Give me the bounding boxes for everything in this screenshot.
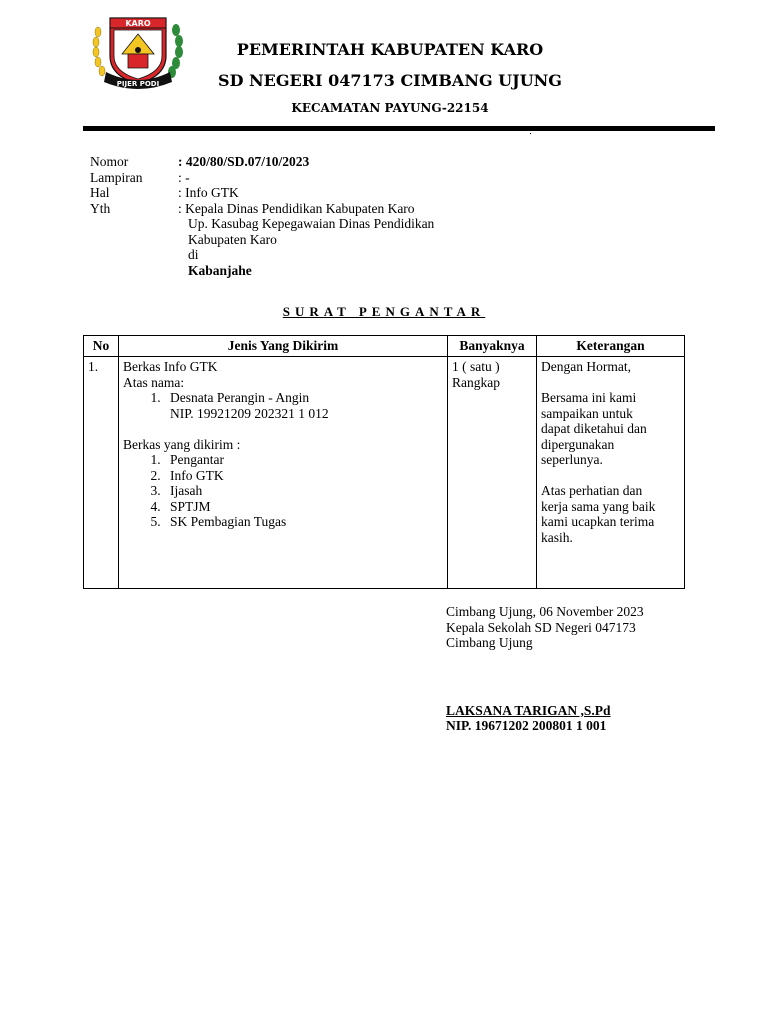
signer-name: LAKSANA TARIGAN ,S.Pd — [446, 702, 611, 718]
jenis-cell — [119, 357, 447, 532]
signature-block — [446, 604, 644, 734]
hal-value: : Info GTK — [178, 185, 239, 200]
banyak-line-1: 1 ( satu ) — [452, 359, 500, 374]
yth-line-4: di — [188, 247, 199, 262]
nip-line: NIP. 19921209 202321 1 012 — [170, 405, 329, 421]
files-list — [123, 452, 443, 530]
hal-label: Hal — [90, 185, 110, 200]
items-table — [83, 335, 685, 589]
ket-para-1-line: Bersama ini kami — [541, 390, 637, 405]
dikirim-label: Berkas yang dikirim : — [123, 436, 241, 452]
ket-para-2-line: Atas perhatian dan — [541, 483, 643, 498]
list-item: 2. Info GTK — [164, 468, 443, 484]
names-list — [123, 390, 443, 406]
lampiran-label: Lampiran — [90, 169, 143, 185]
place-date: Cimbang Ujung, 06 November 2023 — [446, 604, 644, 619]
ket-para-1-line: dapat diketahui dan — [541, 421, 647, 436]
banyak-line-2: Rangkap — [452, 374, 500, 390]
jenis-line-1: Berkas Info GTK — [123, 359, 218, 374]
list-item: 1. Desnata Perangin - Angin — [164, 390, 443, 406]
logo-top-text: KARO — [125, 19, 151, 28]
yth-line-2: Up. Kasubag Kepegawaian Dinas Pendidikan — [188, 216, 435, 231]
ket-para-1-line: seperlunya. — [541, 452, 603, 467]
stray-dot — [530, 133, 531, 134]
karo-regency-logo — [88, 10, 188, 92]
header-jenis: Jenis Yang Dikirim — [119, 336, 448, 357]
signer-nip: NIP. 19671202 200801 1 001 — [446, 718, 607, 733]
table-header-row — [84, 336, 685, 357]
yth-line-3: Kabupaten Karo — [188, 231, 277, 247]
nomor-value: : 420/80/SD.07/10/2023 — [178, 154, 310, 169]
list-item: 4. SPTJM — [164, 499, 443, 515]
header-government: PEMERINTAH KABUPATEN KARO — [236, 40, 544, 59]
table-row — [84, 357, 685, 589]
ket-para-2-line: kami ucapkan terima — [541, 514, 655, 529]
signer-school: Cimbang Ujung — [446, 635, 533, 650]
ket-para-1-line: sampaikan untuk — [541, 405, 633, 421]
header-divider — [83, 126, 715, 131]
keterangan-cell — [537, 357, 684, 547]
nomor-label: Nomor — [90, 154, 129, 169]
letter-title: SURAT PENGANTAR — [282, 304, 486, 319]
logo-banner-text: PIJER PODI — [116, 80, 160, 88]
banyak-cell — [448, 357, 536, 392]
ket-para-1-line: dipergunakan — [541, 436, 615, 452]
list-item: 5. SK Pembagian Tugas — [164, 514, 443, 530]
header-keterangan: Keterangan — [537, 336, 685, 357]
lampiran-value: : - — [178, 169, 190, 185]
header-school-name: SD NEGERI 047173 CIMBANG UJUNG — [218, 71, 562, 90]
header-banyaknya: Banyaknya — [448, 336, 537, 357]
yth-line-1: : Kepala Dinas Pendidikan Kabupaten Karo — [178, 200, 415, 216]
ket-para-2-line: kerja sama yang baik — [541, 498, 656, 514]
list-item: 1. Pengantar — [164, 452, 443, 468]
row-no: 1. — [88, 359, 99, 374]
header-no: No — [84, 336, 119, 357]
ket-line-1: Dengan Hormat, — [541, 359, 631, 374]
signer-position: Kepala Sekolah SD Negeri 047173 — [446, 619, 636, 635]
jenis-line-2: Atas nama: — [123, 374, 185, 390]
ket-para-2-line: kasih. — [541, 529, 573, 545]
yth-line-5: Kabanjahe — [188, 262, 252, 278]
header-district: KECAMATAN PAYUNG-22154 — [291, 101, 489, 115]
list-item: 3. Ijasah — [164, 483, 443, 499]
yth-label: Yth — [90, 200, 111, 216]
